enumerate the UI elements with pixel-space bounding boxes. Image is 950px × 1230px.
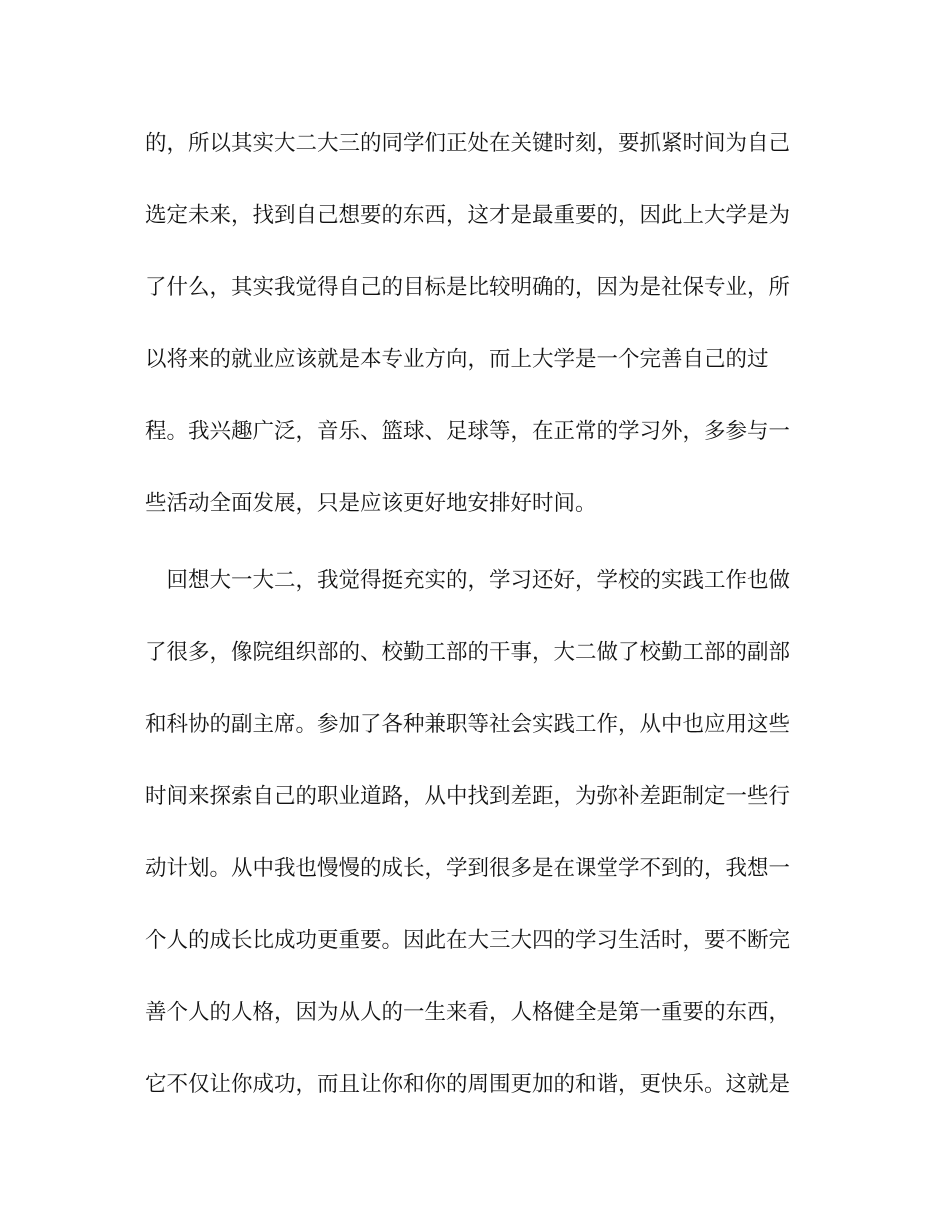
- paragraph-line: 善个人的人格，因为从人的一生来看，人格健全是第一重要的东西，: [145, 1000, 791, 1025]
- paragraph-line: 它不仅让你成功，而且让你和你的周围更加的和谐，更快乐。这就是: [145, 1072, 791, 1097]
- paragraph-line: 时间来探索自己的职业道路，从中找到差距，为弥补差距制定一些行: [145, 784, 791, 809]
- paragraph-line: 些活动全面发展，只是应该更好地安排好时间。: [145, 491, 597, 516]
- paragraph-line: 程。我兴趣广泛，音乐、篮球、足球等，在正常的学习外，多参与一: [145, 419, 791, 444]
- paragraph-line: 和科协的副主席。参加了各种兼职等社会实践工作，从中也应用这些: [145, 712, 791, 737]
- paragraph-line: 动计划。从中我也慢慢的成长，学到很多是在课堂学不到的，我想一: [145, 856, 791, 881]
- paragraph-line: 了很多，像院组织部的、校勤工部的干事，大二做了校勤工部的副部: [145, 640, 791, 665]
- paragraph-line: 个人的成长比成功更重要。因此在大三大四的学习生活时，要不断完: [145, 928, 791, 953]
- paragraph-line: 以将来的就业应该就是本专业方向，而上大学是一个完善自己的过: [145, 347, 769, 372]
- paragraph-line: 的，所以其实大二大三的同学们正处在关键时刻，要抓紧时间为自己: [145, 131, 791, 156]
- paragraph-line: 了什么，其实我觉得自己的目标是比较明确的，因为是社保专业，所: [145, 275, 791, 300]
- paragraph-line: 回想大一大二，我觉得挺充实的，学习还好，学校的实践工作也做: [145, 568, 791, 593]
- paragraph-line: 选定未来，找到自己想要的东西，这才是最重要的，因此上大学是为: [145, 203, 791, 228]
